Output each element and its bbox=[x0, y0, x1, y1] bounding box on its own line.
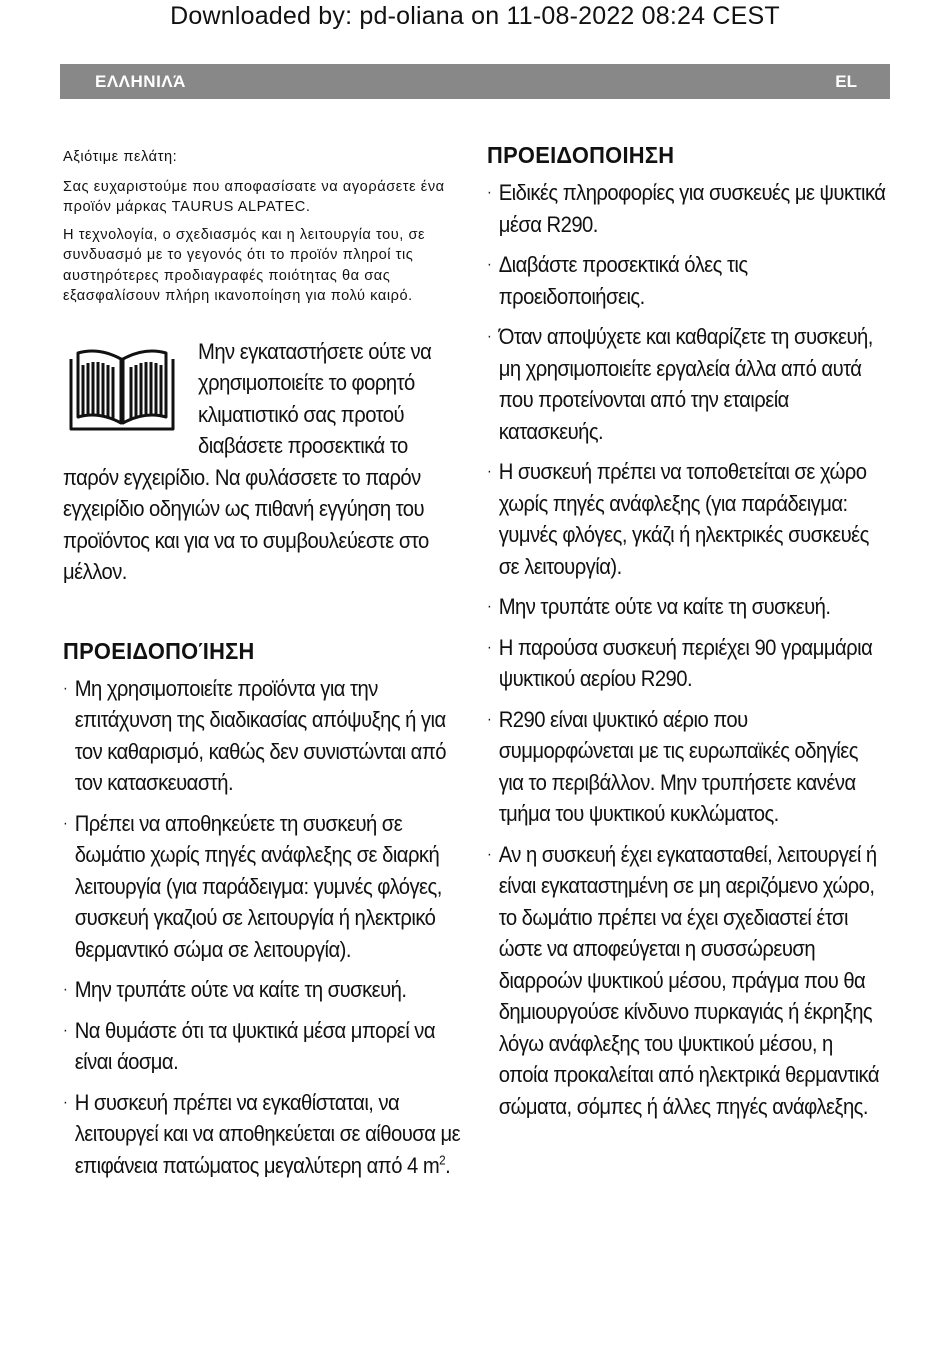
language-name: ΕΛΛΗΝΙΛΆ bbox=[95, 72, 186, 91]
list-item: · Μη χρησιμοποιείτε προϊόντα για την επιτάχυνση της διαδικασίας απόψυξης ή για τον καθαρισμό, καθώς δεν συνιστώνται από τον κατασκευαστή. bbox=[63, 675, 447, 795]
list-item: · Μην τρυπάτε ούτε να καίτε τη συσκευή. bbox=[63, 977, 407, 1002]
manual-notice bbox=[63, 336, 463, 588]
warning-list-left bbox=[63, 673, 463, 1182]
intro-paragraph-2: Η τεχνολογία, ο σχεδιασμός και η λειτουργία του, σε συνδυασμό με το γεγονός ότι το προϊόν πληροί τις αυστηρότερες προδιαγραφές ποιότητας θα σας εξασφαλίσουν πλήρη ικανοποίηση για πολύ καιρό. bbox=[63, 226, 426, 304]
list-item: · Η συσκευή πρέπει να τοποθετείται σε χώρο χωρίς πηγές ανάφλεξης (για παράδειγμα: γυμνές φλόγες, γκάζι ή ηλεκτρικές συσκευές σε λειτουργία). bbox=[487, 459, 869, 579]
language-header-bar bbox=[60, 64, 890, 99]
list-item: · Η παρούσα συσκευή περιέχει 90 γραμμάρια ψυκτικού αερίου R290. bbox=[487, 634, 873, 691]
warning-title-right: ΠΡΟΕΙΔΟΠΟΙΗΣΗ bbox=[487, 142, 675, 168]
list-item: · Ειδικές πληροφορίες για συσκευές με ψυκτικά μέσα R290. bbox=[487, 180, 886, 237]
list-item: · R290 είναι ψυκτικό αέριο που συμμορφώνεται με τις ευρωπαϊκές οδηγίες για το περιβάλλον. Μην τρυπήσετε κανένα τμήμα του ψυκτικού κυκλώματος. bbox=[487, 706, 858, 826]
list-item: · Διαβάστε προσεκτικά όλες τις προειδοποιήσεις. bbox=[487, 252, 748, 309]
list-item: · Να θυμάστε ότι τα ψυκτικά μέσα μπορεί να είναι άοσμα. bbox=[63, 1017, 436, 1074]
list-item: · Πρέπει να αποθηκεύετε τη συσκευή σε δωμάτιο χωρίς πηγές ανάφλεξης σε διαρκή λειτουργία (για παράδειγμα: γυμνές φλόγες, συσκευή γκαζιού σε λειτουργία ή ηλεκτρικό θερμαντικό σώμα σε λειτουργία). bbox=[63, 810, 442, 962]
left-column bbox=[63, 147, 463, 1190]
greeting: Αξιότιμε πελάτη: bbox=[63, 149, 178, 165]
language-code: EL bbox=[835, 72, 857, 91]
list-item: · Όταν αποψύχετε και καθαρίζετε τη συσκευή, μη χρησιμοποιείτε εργαλεία άλλα από αυτά που προτείνονται από την εταιρεία κατασκευής. bbox=[487, 324, 873, 444]
list-item: · Αν η συσκευή έχει εγκατασταθεί, λειτουργεί ή είναι εγκαταστημένη σε μη αεριζόμενο χώρο, το δωμάτιο πρέπει να έχει σχεδιαστεί έτσι ώστε να αποφεύγεται η συσσώρευση διαρροών ψυκτικού μέσου, πράγμα που θα δημιουργούσε κίνδυνο πυρκαγιάς ή έκρηξης λόγω ανάφλεξης του ψυκτικού μέσου, η οποία προκαλείται από ηλεκτρικά θερμαντικά σώματα, σόμπες ή άλλες πηγές ανάφλεξης. bbox=[487, 841, 880, 1119]
manual-notice-text: Μην εγκαταστήσετε ούτε να χρησιμοποιείτε το φορητό κλιματιστικό σας προτού διαβάσετε προσεκτικά το παρόν εγχειρίδιο. Να φυλάσσετε το παρόν εγχειρίδιο οδηγιών ως πιθανή εγγύηση του προϊόντος και για να το συμβουλεύεστε στο μέλλον. bbox=[63, 338, 432, 584]
list-item: · Μην τρυπάτε ούτε να καίτε τη συσκευή. bbox=[487, 594, 831, 619]
intro-section bbox=[63, 147, 463, 307]
right-column bbox=[487, 142, 887, 1131]
superscript: 2 bbox=[439, 1152, 446, 1167]
list-item: · Η συσκευή πρέπει να εγκαθίσταται, να λειτουργεί και να αποθηκεύεται σε αίθουσα με επιφάνεια πατώματος μεγαλύτερη από 4 $m^2$. bbox=[63, 1089, 461, 1178]
warning-title-left: ΠΡΟΕΙΔΟΠΟΊΗΣΗ bbox=[63, 637, 255, 664]
download-watermark: Downloaded by: pd-oliana on 11-08-2022 08:24 CEST bbox=[170, 2, 780, 30]
warning-list-right bbox=[487, 177, 887, 1122]
intro-paragraph-1: Σας ευχαριστούμε που αποφασίσατε να αγοράσετε ένα προϊόν μάρκας TAURUS ALPATEC. bbox=[63, 178, 445, 215]
